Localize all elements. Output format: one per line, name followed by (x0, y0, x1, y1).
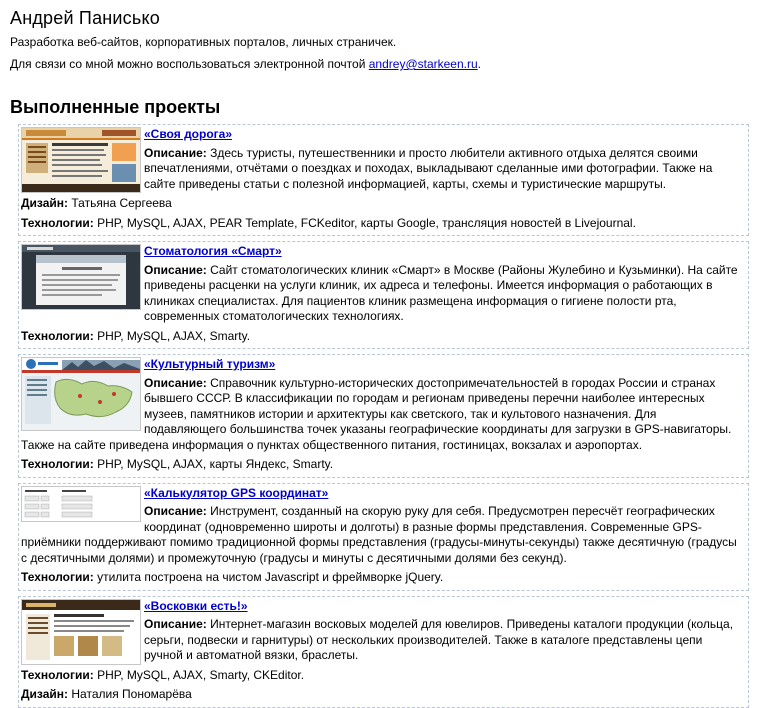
tagline: Разработка веб-сайтов, корпоративных порталов, личных страничек. (10, 35, 397, 49)
description-label: Описание: (144, 145, 207, 160)
email-link[interactable]: andrey@starkeen.ru (368, 57, 478, 71)
project-thumbnail[interactable] (21, 244, 141, 310)
project-thumbnail[interactable] (21, 486, 141, 522)
project-design (21, 196, 742, 212)
technologies-label: Технологии: (21, 215, 94, 230)
project-card (18, 483, 749, 591)
technologies-label: Технологии: (21, 570, 94, 584)
site-screenshot-gps-calculator (22, 487, 140, 521)
technologies-text: PHP, MySQL, AJAX, PEAR Template, FCKeditor, карты Google, трансляция новостей в Livejournal. (97, 215, 636, 230)
project-technologies (21, 457, 742, 473)
technologies-label: Технологии: (21, 457, 94, 471)
site-screenshot-svoya-doroga (22, 128, 140, 192)
project-thumbnail[interactable] (21, 599, 141, 665)
project-title[interactable]: «Калькулятор GPS координат» (144, 485, 329, 500)
site-screenshot-cultural-tourism (22, 358, 140, 430)
project-title[interactable]: «Культурный туризм» (144, 357, 276, 371)
design-text: Татьяна Сергеева (71, 196, 172, 210)
contact-suffix: . (477, 57, 481, 71)
project-technologies (21, 570, 742, 586)
project-technologies (21, 329, 742, 345)
site-screenshot-voskovki (22, 600, 140, 664)
page-title: Андрей Панисько (10, 8, 160, 28)
technologies-text: PHP, MySQL, AJAX, Smarty, CKEditor. (97, 667, 305, 682)
contact-prefix: Для связи со мной можно воспользоваться электронной почтой (10, 57, 366, 71)
description-label: Описание: (144, 504, 207, 518)
project-technologies (21, 216, 742, 232)
design-label: Дизайн: (21, 687, 69, 701)
description-text: Сайт стоматологических клиник «Смарт» в Москве (Районы Жулебино и Кузьминки). На сайте приведены расценки на услуги клиник, их адреса и телефоны. Имеется информация о работающих в клиниках специалистах. Для пациентов клиник размещена информация о гигиене полости рта, современных стоматологических технологиях. (144, 262, 738, 323)
technologies-text: PHP, MySQL, AJAX, карты Яндекс, Smarty. (97, 457, 334, 471)
technologies-text: PHP, MySQL, AJAX, Smarty. (97, 328, 251, 343)
description-text: Интернет-магазин восковых моделей для ювелиров. Приведены каталоги продукции (кольца, серьги, подвески и гарнитуры) от нескольких производителей. Также в каталоге представлены цепи ручной и автоматной вязки, браслеты. (144, 617, 734, 662)
site-screenshot-smart (22, 245, 140, 309)
technologies-label: Технологии: (21, 328, 94, 343)
technologies-label: Технологии: (21, 667, 94, 682)
contact-line (10, 57, 750, 71)
description-label: Описание: (144, 617, 207, 631)
project-thumbnail[interactable] (21, 127, 141, 193)
project-design (21, 687, 742, 703)
design-text: Наталия Пономарёва (71, 687, 192, 701)
description-label: Описание: (144, 262, 207, 277)
project-card (18, 241, 749, 349)
project-title[interactable]: «Восковки есть!» (144, 598, 248, 613)
project-card (18, 124, 749, 236)
description-text: Инструмент, созданный на скорую руку для себя. Предусмотрен пересчёт географических координат (одновременно широты и долготы) в разные формы представления. Современные GPS-приёмники поддерживают помимо традиционной формы представления (градусы-минуты-секунды) также десятичную (градусы с десятичными долями) и промежуточную (градусы и минуты с десятичными долями без секунд). (21, 504, 737, 565)
description-text: Справочник культурно-исторических достопримечательностей в городах России и странах бывшего СССР. В классификации по городам и регионам приведены перечни наиболее интересных музеев, памятников истории и архитектуры как светского, так и культового назначения. Для подавляющего большинства точек указаны географические координаты для загрузки в GPS-навигаторы. Также на сайте приведена информация о пунктах общественного питания, гостиницах, вокзалах и аэропортах. (21, 375, 732, 452)
project-card (18, 596, 749, 708)
technologies-text: утилита построена на чистом Javascript и фреймворке jQuery. (97, 570, 444, 584)
section-title: Выполненные проекты (10, 97, 221, 117)
description-label: Описание: (144, 375, 207, 390)
description-text: Здесь туристы, путешественники и просто любители активного отдыха делятся своими впечатлениями, отчётами о поездках и походах, выкладывают сделанные ими фотографии. Также на сайте приведены статьи с полезной информацией, карты, схемы и туристические маршруты. (144, 145, 713, 191)
project-card (18, 354, 749, 478)
design-label: Дизайн: (21, 196, 69, 210)
project-thumbnail[interactable] (21, 357, 141, 431)
project-title[interactable]: Стоматология «Смарт» (144, 244, 282, 258)
project-title[interactable]: «Своя дорога» (144, 127, 233, 141)
project-technologies (21, 668, 742, 684)
